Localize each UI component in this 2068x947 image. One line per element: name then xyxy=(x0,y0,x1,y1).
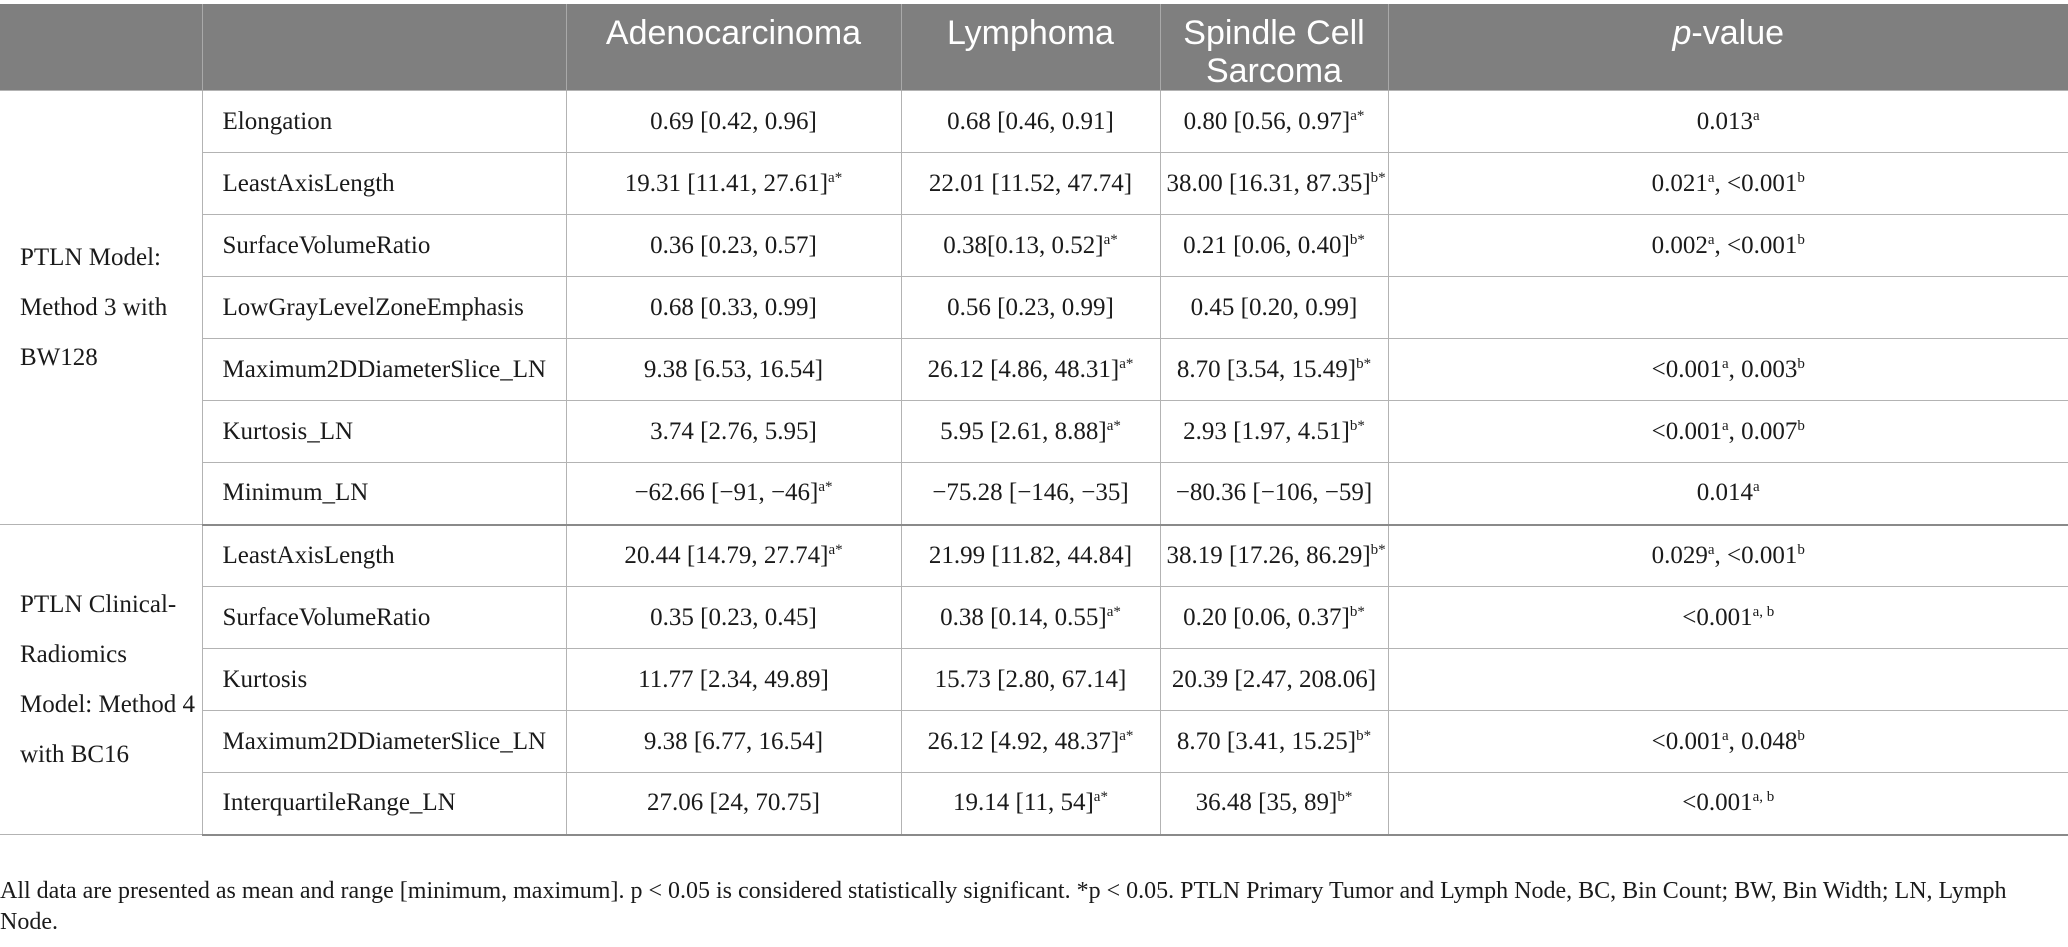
adeno-superscript: a* xyxy=(828,541,843,558)
spindle-value: 36.48 [35, 89] xyxy=(1195,789,1338,817)
table-footnote: All data are presented as mean and range [minimum, maximum]. p < 0.05 is considered statistically significant. *p < 0.05. PTLN Primary Tumor and Lymph Node, BC, Bin Count; BW, Bin Width; LN, Lymph Node. xyxy=(0,878,2007,935)
p-superscript: a xyxy=(1753,479,1760,496)
spindle-cell xyxy=(1160,463,1388,525)
table-row xyxy=(0,401,2068,463)
p2-superscript: b xyxy=(1797,355,1805,372)
lymph-value: 0.38 [0.14, 0.55] xyxy=(940,603,1107,631)
p-value-cell xyxy=(1388,339,2068,401)
adeno-cell xyxy=(566,401,901,463)
lymph-superscript: a* xyxy=(1119,355,1134,372)
adeno-cell xyxy=(566,215,901,277)
p-value-cell xyxy=(1388,153,2068,215)
spindle-cell xyxy=(1160,215,1388,277)
adeno-value: 20.44 [14.79, 27.74] xyxy=(624,541,829,569)
spindle-cell xyxy=(1160,401,1388,463)
p-value: <0.001 xyxy=(1682,603,1753,631)
lymph-cell xyxy=(901,463,1160,525)
lymph-cell xyxy=(901,277,1160,339)
spindle-superscript: b* xyxy=(1356,355,1372,372)
spindle-cell xyxy=(1160,649,1388,711)
p-value-cell xyxy=(1388,215,2068,277)
spindle-superscript: a* xyxy=(1350,107,1365,124)
spindle-value: 0.21 [0.06, 0.40] xyxy=(1183,231,1350,259)
table-row xyxy=(0,525,2068,587)
table-row xyxy=(0,773,2068,835)
header-adenocarcinoma: Adenocarcinoma xyxy=(566,4,901,91)
p2-superscript: b xyxy=(1797,231,1805,248)
spindle-superscript: b* xyxy=(1349,231,1365,248)
lymph-cell xyxy=(901,153,1160,215)
lymph-value: 26.12 [4.92, 48.37] xyxy=(927,727,1120,755)
adeno-cell xyxy=(566,773,901,835)
model-group-label: PTLN Model: Method 3 with BW128 xyxy=(0,91,202,525)
lymph-value: 5.95 [2.61, 8.88] xyxy=(940,417,1107,445)
adeno-value: 0.68 [0.33, 0.99] xyxy=(650,293,817,321)
spindle-value: −80.36 [−106, −59] xyxy=(1175,479,1373,507)
spindle-superscript: b* xyxy=(1337,789,1353,806)
spindle-value: 0.20 [0.06, 0.37] xyxy=(1183,603,1350,631)
p2-superscript: b xyxy=(1797,417,1805,434)
lymph-cell xyxy=(901,773,1160,835)
adeno-value: −62.66 [−91, −46] xyxy=(634,479,819,507)
p-value: 0.029 xyxy=(1651,541,1708,569)
spindle-value: 0.80 [0.56, 0.97] xyxy=(1183,107,1351,135)
lymph-value: 15.73 [2.80, 67.14] xyxy=(934,665,1127,693)
p2-value: , 0.003 xyxy=(1728,355,1798,383)
adeno-value: 0.35 [0.23, 0.45] xyxy=(650,603,817,631)
adeno-value: 3.74 [2.76, 5.95] xyxy=(650,417,817,445)
p-superscript: a, b xyxy=(1752,603,1775,620)
header-p-italic: p xyxy=(1672,14,1692,52)
feature-name: Kurtosis_LN xyxy=(202,401,566,463)
table-row xyxy=(0,587,2068,649)
p2-value: , 0.048 xyxy=(1728,727,1798,755)
spindle-value: 8.70 [3.54, 15.49] xyxy=(1176,355,1357,383)
adeno-cell xyxy=(566,91,901,153)
p-value-cell xyxy=(1388,587,2068,649)
feature-name: LowGrayLevelZoneEmphasis xyxy=(202,277,566,339)
lymph-value: 21.99 [11.82, 44.84] xyxy=(928,541,1133,569)
table-row xyxy=(0,277,2068,339)
p2-superscript: b xyxy=(1797,541,1805,558)
spindle-value: 2.93 [1.97, 4.51] xyxy=(1183,417,1350,445)
p-superscript: a xyxy=(1707,169,1715,186)
p-value-cell xyxy=(1388,91,2068,153)
spindle-cell xyxy=(1160,91,1388,153)
p-superscript: a xyxy=(1721,727,1729,744)
adeno-cell xyxy=(566,277,901,339)
lymph-cell xyxy=(901,339,1160,401)
feature-name: LeastAxisLength xyxy=(202,153,566,215)
lymph-value: −75.28 [−146, −35] xyxy=(932,479,1129,507)
table-row xyxy=(0,153,2068,215)
feature-name: Maximum2DDiameterSlice_LN xyxy=(202,711,566,773)
p-superscript: a xyxy=(1707,231,1715,248)
spindle-cell xyxy=(1160,711,1388,773)
adeno-value: 0.69 [0.42, 0.96] xyxy=(650,107,817,135)
lymph-value: 0.38[0.13, 0.52] xyxy=(943,231,1104,259)
p-value: 0.021 xyxy=(1651,169,1708,197)
header-feature-cell xyxy=(202,4,566,91)
p2-value: , <0.001 xyxy=(1714,231,1798,259)
adeno-superscript: a* xyxy=(828,169,843,186)
table-row xyxy=(0,91,2068,153)
lymph-cell xyxy=(901,525,1160,587)
model-group-label: PTLN Clinical-Radiomics Model: Method 4 with BC16 xyxy=(0,525,202,835)
adeno-cell xyxy=(566,153,901,215)
adeno-cell xyxy=(566,711,901,773)
header-spindle-cell-sarcoma: Spindle Cell Sarcoma xyxy=(1160,4,1388,91)
lymph-value: 22.01 [11.52, 47.74] xyxy=(928,169,1133,197)
adeno-cell xyxy=(566,463,901,525)
header-p-value xyxy=(1388,4,2068,91)
p-value: 0.014 xyxy=(1696,479,1754,507)
spindle-value: 20.39 [2.47, 208.06] xyxy=(1171,665,1377,693)
feature-name: Maximum2DDiameterSlice_LN xyxy=(202,339,566,401)
p-value-cell xyxy=(1388,463,2068,525)
adeno-cell xyxy=(566,649,901,711)
p2-superscript: b xyxy=(1797,169,1805,186)
p-value-cell xyxy=(1388,525,2068,587)
p2-value: , <0.001 xyxy=(1714,169,1798,197)
table-row xyxy=(0,649,2068,711)
p-value: 0.002 xyxy=(1651,231,1708,259)
spindle-cell xyxy=(1160,339,1388,401)
p-value-cell xyxy=(1388,277,2068,339)
p-value: <0.001 xyxy=(1682,789,1753,817)
lymph-superscript: a* xyxy=(1106,603,1121,620)
adeno-cell xyxy=(566,587,901,649)
lymph-cell xyxy=(901,711,1160,773)
feature-name: InterquartileRange_LN xyxy=(202,773,566,835)
adeno-superscript: a* xyxy=(818,479,833,496)
table-body xyxy=(0,91,2068,835)
adeno-value: 19.31 [11.41, 27.61] xyxy=(624,169,829,197)
adeno-value: 11.77 [2.34, 49.89] xyxy=(638,665,829,693)
lymph-superscript: a* xyxy=(1119,727,1134,744)
spindle-value: 0.45 [0.20, 0.99] xyxy=(1190,293,1358,321)
spindle-superscript: b* xyxy=(1356,727,1372,744)
lymph-superscript: a* xyxy=(1103,231,1118,248)
lymph-value: 19.14 [11, 54] xyxy=(953,789,1094,817)
p-superscript: a xyxy=(1707,541,1715,558)
p-value-cell xyxy=(1388,773,2068,835)
lymph-superscript: a* xyxy=(1106,417,1121,434)
lymph-value: 0.56 [0.23, 0.99] xyxy=(947,293,1114,321)
table-header-row xyxy=(0,4,2068,91)
spindle-value: 38.00 [16.31, 87.35] xyxy=(1166,169,1371,197)
spindle-value: 8.70 [3.41, 15.25] xyxy=(1176,727,1357,755)
spindle-superscript: b* xyxy=(1349,417,1365,434)
p2-superscript: b xyxy=(1797,727,1805,744)
lymph-cell xyxy=(901,91,1160,153)
p2-value: , 0.007 xyxy=(1728,417,1798,445)
p-value: 0.013 xyxy=(1696,107,1754,135)
spindle-cell xyxy=(1160,525,1388,587)
p-value-cell xyxy=(1388,649,2068,711)
adeno-value: 9.38 [6.53, 16.54] xyxy=(643,355,824,383)
spindle-cell xyxy=(1160,153,1388,215)
spindle-cell xyxy=(1160,587,1388,649)
adeno-value: 27.06 [24, 70.75] xyxy=(647,789,820,817)
p-value-cell xyxy=(1388,711,2068,773)
table-row xyxy=(0,463,2068,525)
spindle-superscript: b* xyxy=(1370,169,1386,186)
lymph-value: 0.68 [0.46, 0.91] xyxy=(947,107,1114,135)
header-p-suffix: -value xyxy=(1691,14,1785,52)
feature-name: SurfaceVolumeRatio xyxy=(202,215,566,277)
feature-name: Kurtosis xyxy=(202,649,566,711)
lymph-superscript: a* xyxy=(1093,789,1108,806)
table-row xyxy=(0,711,2068,773)
p-superscript: a xyxy=(1721,417,1729,434)
spindle-value: 38.19 [17.26, 86.29] xyxy=(1166,541,1371,569)
lymph-cell xyxy=(901,587,1160,649)
lymph-cell xyxy=(901,215,1160,277)
spindle-superscript: b* xyxy=(1370,541,1386,558)
spindle-cell xyxy=(1160,277,1388,339)
spindle-cell xyxy=(1160,773,1388,835)
adeno-cell xyxy=(566,339,901,401)
p-superscript: a, b xyxy=(1752,789,1775,806)
p-superscript: a xyxy=(1753,107,1760,124)
p-value: <0.001 xyxy=(1651,355,1722,383)
p-value: <0.001 xyxy=(1651,727,1722,755)
table-row xyxy=(0,215,2068,277)
p-value: <0.001 xyxy=(1651,417,1722,445)
feature-name: Elongation xyxy=(202,91,566,153)
table-row xyxy=(0,339,2068,401)
p-superscript: a xyxy=(1721,355,1729,372)
lymph-cell xyxy=(901,401,1160,463)
results-table xyxy=(0,4,2068,836)
header-group-cell xyxy=(0,4,202,91)
lymph-cell xyxy=(901,649,1160,711)
p-value-cell xyxy=(1388,401,2068,463)
adeno-value: 0.36 [0.23, 0.57] xyxy=(650,231,817,259)
adeno-cell xyxy=(566,525,901,587)
feature-name: SurfaceVolumeRatio xyxy=(202,587,566,649)
lymph-value: 26.12 [4.86, 48.31] xyxy=(927,355,1120,383)
feature-name: LeastAxisLength xyxy=(202,525,566,587)
adeno-value: 9.38 [6.77, 16.54] xyxy=(643,727,824,755)
spindle-superscript: b* xyxy=(1349,603,1365,620)
header-lymphoma: Lymphoma xyxy=(901,4,1160,91)
feature-name: Minimum_LN xyxy=(202,463,566,525)
p2-value: , <0.001 xyxy=(1714,541,1798,569)
